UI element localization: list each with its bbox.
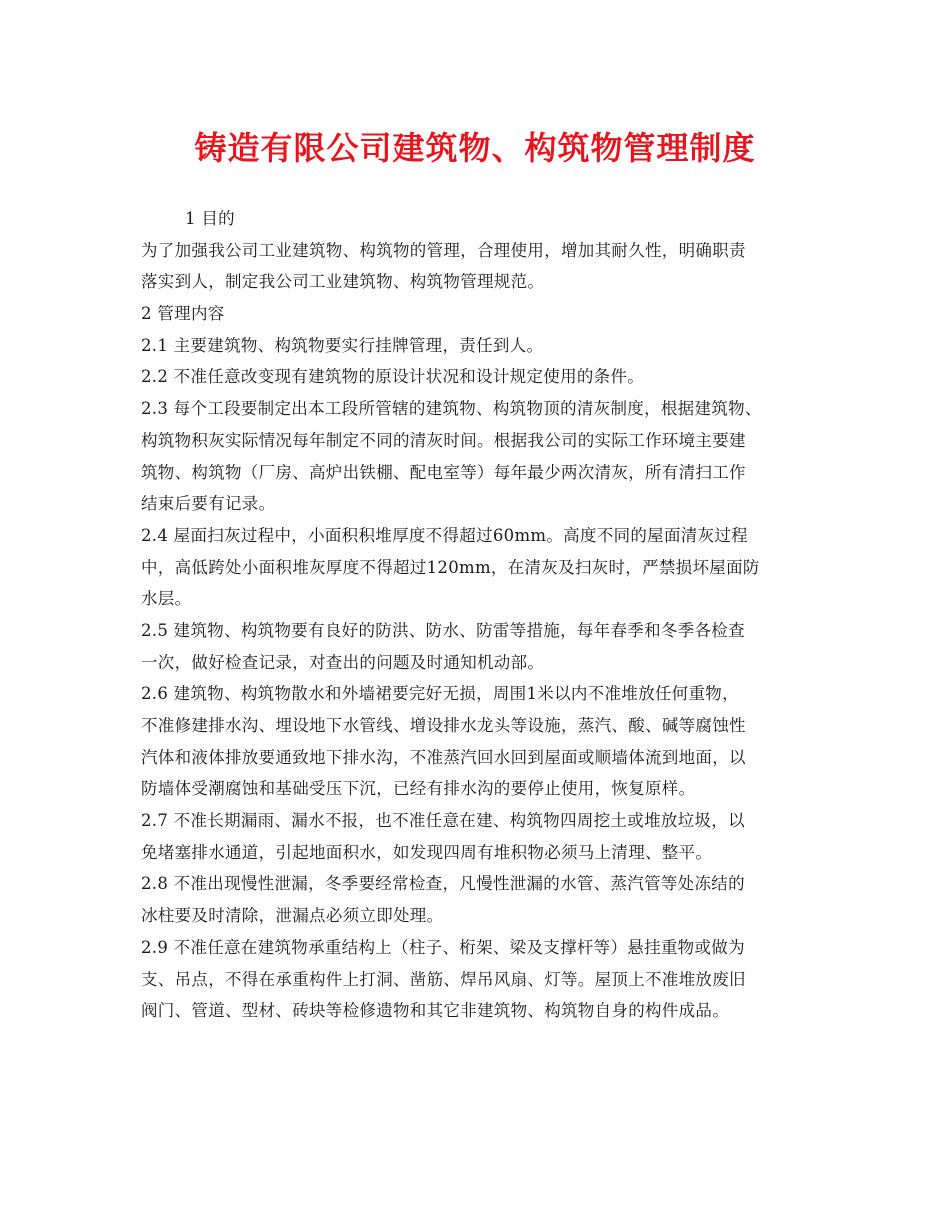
paragraph-line: 水层。 (141, 589, 192, 609)
section-heading-management: 2 管理内容 (141, 304, 225, 324)
clause-2-6: 2.6 建筑物、构筑物散水和外墙裙要完好无损，周围1米以内不准堆放任何重物， (141, 684, 739, 704)
paragraph-line: 支、吊点，不得在承重构件上打洞、凿筋、焊吊风扇、灯等。屋顶上不准堆放废旧 (141, 969, 746, 989)
paragraph-line: 一次，做好检查记录，对查出的问题及时通知机动部。 (141, 652, 545, 672)
paragraph-line: 不准修建排水沟、埋设地下水管线、增设排水龙头等设施，蒸汽、酸、碱等腐蚀性 (141, 716, 746, 735)
clause-2-3: 2.3 每个工段要制定出本工段所管辖的建筑物、构筑物顶的清灰制度，根据建筑物、 (141, 399, 762, 419)
document-body (141, 203, 831, 1027)
paragraph-line: 汽体和液体排放要通致地下排水沟，不准蒸汽回水回到屋面或顺墙体流到地面，以 (141, 747, 746, 767)
clause-2-4: 2.4 屋面扫灰过程中，小面积积堆厚度不得超过60mm。高度不同的屋面清灰过程 (141, 525, 748, 545)
paragraph-line: 阀门、管道、型材、砖块等检修遗物和其它非建筑物、构筑物自身的构件成品。 (141, 1001, 729, 1021)
paragraph-line: 中，高低跨处小面积堆灰厚度不得超过120mm，在清灰及扫灰时，严禁损坏屋面防 (141, 557, 760, 577)
paragraph-line: 冰柱要及时清除，泄漏点必须立即处理。 (141, 906, 444, 926)
clause-2-5: 2.5 建筑物、构筑物要有良好的防洪、防水、防雷等措施，每年春季和冬季各检查 (141, 620, 745, 640)
paragraph-line: 结束后要有记录。 (141, 494, 276, 514)
paragraph-line: 防墙体受潮腐蚀和基础受压下沉，已经有排水沟的要停止使用，恢复原样。 (141, 779, 696, 799)
paragraph-line: 构筑物积灰实际情况每年制定不同的清灰时间。根据我公司的实际工作环境主要建 (141, 430, 746, 450)
paragraph-line: 落实到人，制定我公司工业建筑物、构筑物管理规范。 (141, 272, 545, 292)
paragraph-line: 筑物、构筑物（厂房、高炉出铁棚、配电室等）每年最少两次清灰，所有清扫工作 (141, 462, 746, 482)
clause-2-8: 2.8 不准出现慢性泄漏，冬季要经常检查，凡慢性泄漏的水管、蒸汽管等处冻结的 (141, 874, 745, 894)
document-title: 铸造有限公司建筑物、构筑物管理制度 (194, 129, 756, 167)
paragraph-line: 免堵塞排水通道，引起地面积水，如发现四周有堆积物必须马上清理、整平。 (141, 842, 713, 862)
clause-2-9: 2.9 不准任意在建筑物承重结构上（柱子、桁架、梁及支撑杆等）悬挂重物或做为 (141, 937, 745, 957)
clause-2-1: 2.1 主要建筑物、构筑物要实行挂牌管理，责任到人。 (141, 335, 544, 355)
section-heading-purpose: 1 目的 (185, 209, 235, 228)
clause-2-7: 2.7 不准长期漏雨、漏水不报，也不准任意在建、构筑物四周挖土或堆放垃圾，以 (141, 811, 745, 831)
clause-2-2: 2.2 不准任意改变现有建筑物的原设计状况和设计规定使用的条件。 (141, 367, 645, 387)
paragraph-line: 为了加强我公司工业建筑物、构筑物的管理，合理使用，增加其耐久性，明确职责 (141, 240, 746, 260)
